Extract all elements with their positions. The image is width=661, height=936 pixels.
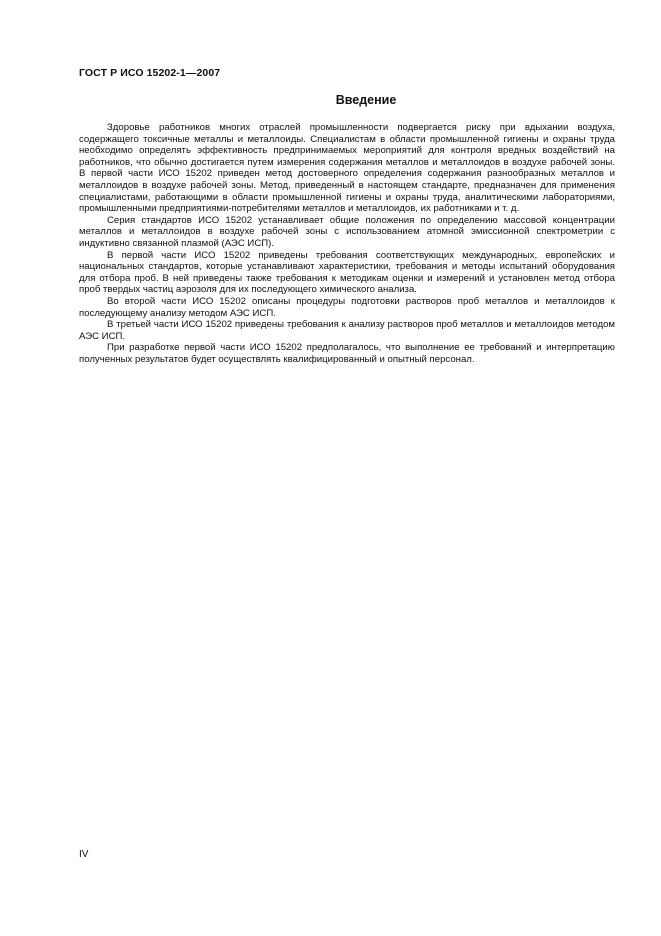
paragraph-2: Серия стандартов ИСО 15202 устанавливает общие положения по определению массовой концентрации металлов и металлоидов в воздухе рабочей зоны с использованием атомной эмиссионной спектрометрии с индуктивно связанной плазмой (АЭС ИСП).: [79, 214, 615, 249]
section-title: Введение: [335, 93, 397, 107]
paragraph-6: При разработке первой части ИСО 15202 предполагалось, что выполнение ее требований и интерпретацию полученных результатов будет осуществлять квалифицированный и опытный персонал.: [79, 342, 615, 365]
document-header: ГОСТ Р ИСО 15202-1—2007: [79, 67, 221, 79]
paragraph-5: В третьей части ИСО 15202 приведены требования к анализу растворов проб металлов и металлоидов методом АЭС ИСП.: [79, 319, 615, 342]
paragraph-4: Во второй части ИСО 15202 описаны процедуры подготовки растворов проб металлов и металлоидов к последующему анализу методом АЭС ИСП.: [79, 295, 615, 319]
paragraph-1: Здоровье работников многих отраслей промышленности подвергается риску при вдыхании воздуха, содержащего токсичные металлы и металлоиды. Специалистам в области промышленной гигиены и охраны труда необходимо определять эффективность предпринимаемых мероприятий для контроля вредных воздействий на работников, что обычно достигается путем измерения содержания металлов и металлоидов в воздухе рабочей зоны. В первой части ИСО 15202 приведен метод достоверного определения содержания разнообразных металлов и металлоидов в воздухе рабочей зоны. Метод, приведенный в настоящем стандарте, предназначен для применения специалистами, работающими в области промышленной гигиены и охраны труда, аналитическими лабораториями, промышленными предприятиями-потребителями металлов и металлоидов, их работниками и т. д.: [79, 122, 615, 215]
paragraph-3: В первой части ИСО 15202 приведены требования соответствующих международных, европейских и национальных стандартов, которые устанавливают характеристики, требования и методы испытаний оборудования для отбора проб. В ней приведены также требования к методикам оценки и измерений и установлен метод отбора проб твердых частиц аэрозоля для их последующего химического анализа.: [79, 249, 615, 296]
introduction-body: [79, 122, 615, 365]
page-number: IV: [79, 849, 89, 860]
